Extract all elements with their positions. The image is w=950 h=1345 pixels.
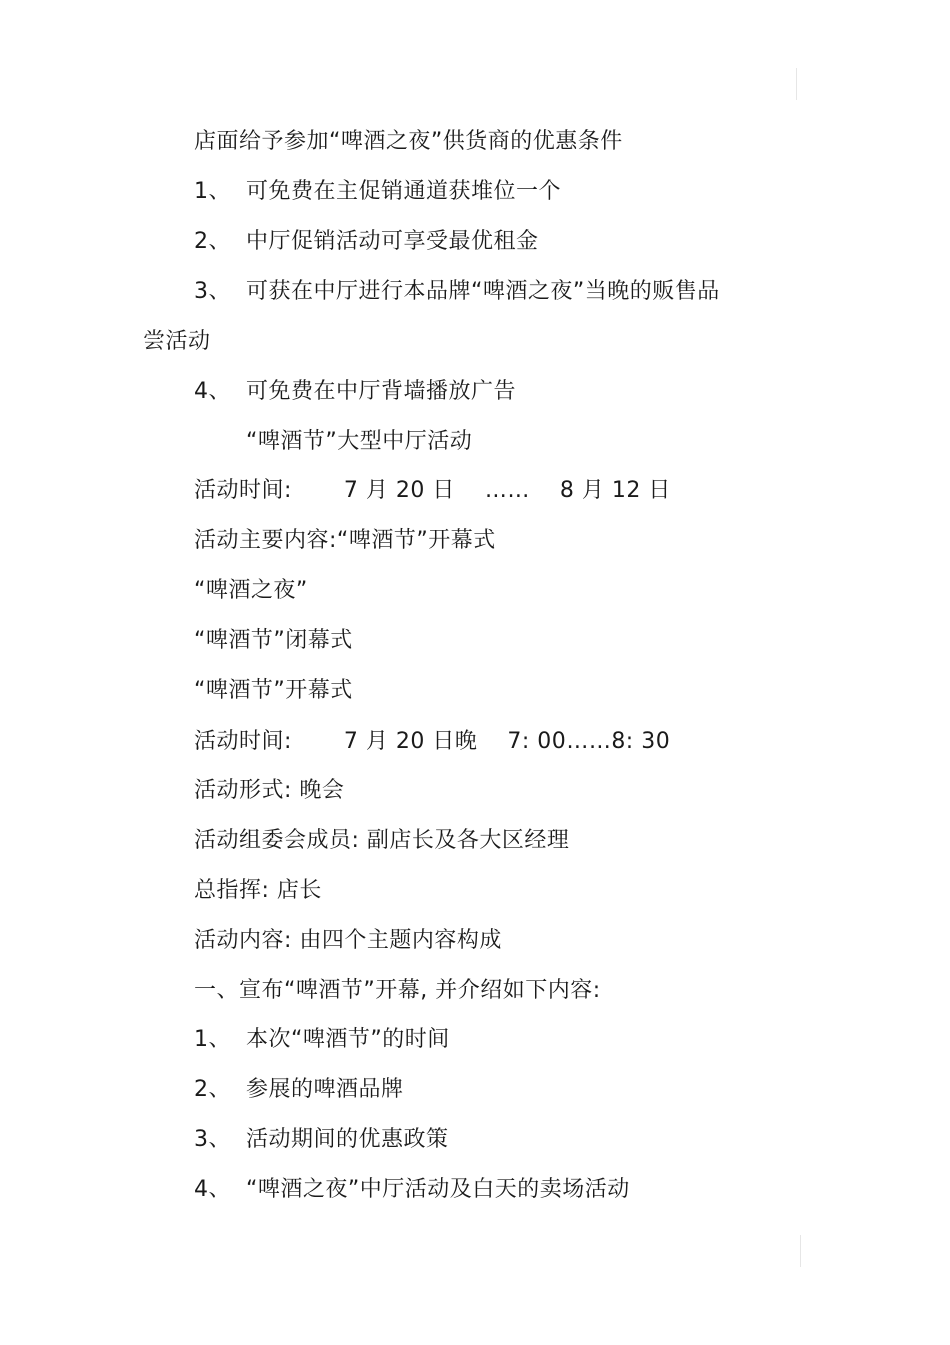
period-separator: …… — [484, 478, 530, 503]
period-label: 活动时间: — [194, 478, 292, 503]
offer-text: 可免费在中厅背墙播放广告 — [246, 379, 517, 404]
content-item-beer-night: “啤酒之夜” — [194, 578, 308, 603]
offer-number: 1、 — [194, 179, 231, 204]
offer-text: 可免费在主促销通道获堆位一个 — [246, 179, 562, 204]
offer-item-3 — [194, 277, 720, 307]
activity-form: 活动形式: 晚会 — [194, 778, 345, 803]
offer-text: 可获在中厅进行本品牌“啤酒之夜”当晚的贩售品 — [246, 279, 720, 304]
item-text: 参展的啤酒品牌 — [246, 1077, 404, 1102]
page-corner-mark-bottom — [800, 1235, 801, 1267]
item-text: “啤酒之夜”中厅活动及白天的卖场活动 — [246, 1177, 630, 1202]
offer-text: 中厅促销活动可享受最优租金 — [246, 229, 539, 254]
opening-start: 7: 00 — [507, 729, 567, 754]
section-title: “啤酒节”大型中厅活动 — [246, 429, 473, 454]
item-number: 2、 — [194, 1077, 231, 1102]
part-one-heading: 一、宣布“啤酒节”开幕, 并介绍如下内容: — [194, 978, 601, 1003]
offer-number: 4、 — [194, 379, 231, 404]
opening-date: 7 月 20 日晚 — [343, 729, 478, 754]
activity-period — [194, 476, 671, 506]
item-text: 活动期间的优惠政策 — [246, 1127, 449, 1152]
part-one-item-1 — [194, 1025, 450, 1055]
opening-time — [194, 727, 670, 757]
page-corner-mark-top — [796, 68, 797, 100]
main-content-value: “啤酒节”开幕式 — [336, 528, 496, 553]
item-number: 3、 — [194, 1127, 231, 1152]
period-end: 8 月 12 日 — [559, 478, 671, 503]
part-one-item-4 — [194, 1175, 630, 1205]
offer-number: 3、 — [194, 279, 231, 304]
main-content-label: 活动主要内容: — [194, 528, 337, 553]
general-director: 总指挥: 店长 — [194, 878, 322, 903]
item-text: 本次“啤酒节”的时间 — [246, 1027, 450, 1052]
content-item-opening: “啤酒节”开幕式 — [194, 678, 353, 703]
offer-item-3-continued: 尝活动 — [143, 329, 211, 354]
period-start: 7 月 20 日 — [343, 478, 455, 503]
offer-item-4 — [194, 377, 516, 407]
opening-time-label: 活动时间: — [194, 729, 292, 754]
offers-title: 店面给予参加“啤酒之夜”供货商的优惠条件 — [194, 129, 623, 154]
main-content — [194, 526, 496, 556]
content-item-closing: “啤酒节”闭幕式 — [194, 628, 353, 653]
committee-members: 活动组委会成员: 副店长及各大区经理 — [194, 828, 570, 853]
part-one-item-3 — [194, 1125, 449, 1155]
item-number: 4、 — [194, 1177, 231, 1202]
opening-end: 8: 30 — [611, 729, 671, 754]
part-one-item-2 — [194, 1075, 404, 1105]
offer-item-2 — [194, 227, 539, 257]
item-number: 1、 — [194, 1027, 231, 1052]
activity-content: 活动内容: 由四个主题内容构成 — [194, 928, 502, 953]
offer-item-1 — [194, 177, 561, 207]
opening-separator: …… — [566, 729, 612, 754]
offer-number: 2、 — [194, 229, 231, 254]
